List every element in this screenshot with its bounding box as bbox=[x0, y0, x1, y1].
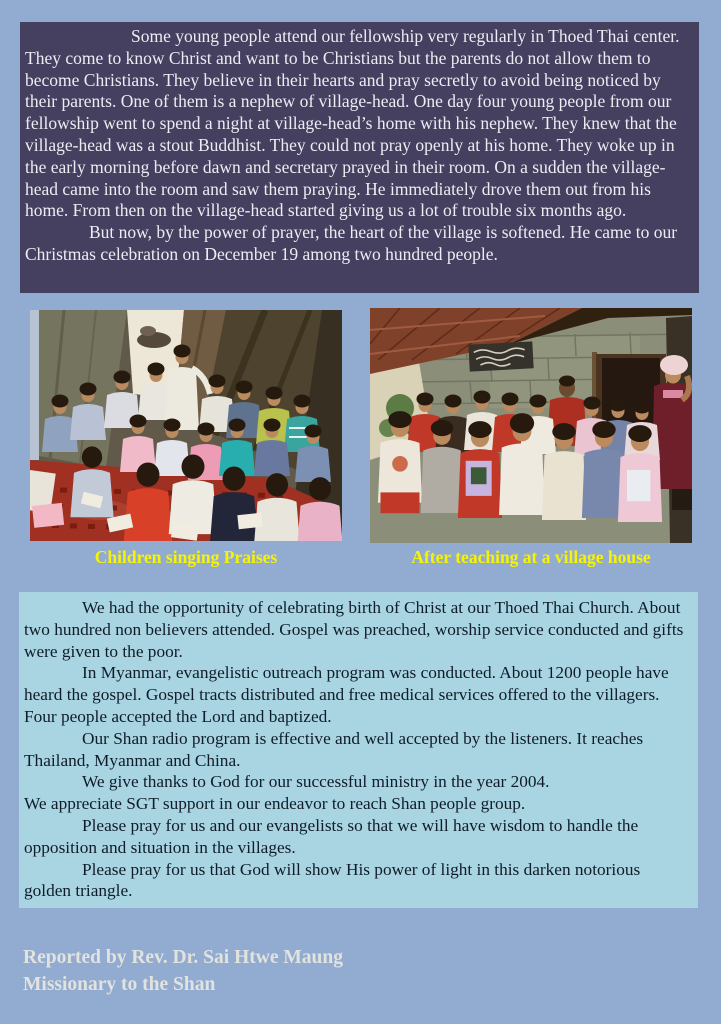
report-paragraph-7: Please pray for us that God will show His power of light in this darken notorious golden triangle. bbox=[24, 859, 641, 901]
photo-caption-right: After teaching at a village house bbox=[411, 547, 651, 567]
story-paragraph-2: But now, by the power of prayer, the heart of the village is softened. He came to our Christmas celebration on December 19 among two hundred people. bbox=[25, 222, 678, 264]
report-block bbox=[19, 592, 698, 908]
report-paragraph-2: In Myanmar, evangelistic outreach program was conducted. About 1200 people have heard the gospel. Gospel tracts distributed and free medical services offered to the villagers. Four people accepted the Lord and baptized. bbox=[24, 663, 669, 726]
report-paragraph-1: We had the opportunity of celebrating birth of Christ at our Thoed Thai Church. About two hundred non believers attended. Gospel was preached, worship service conducted and gifts were given to the poor. bbox=[24, 598, 684, 661]
report-paragraph-4: We give thanks to God for our successful ministry in the year 2004. bbox=[82, 772, 550, 792]
children-singing-illustration bbox=[30, 310, 342, 541]
village-house-group-illustration bbox=[370, 308, 692, 543]
report-paragraph-6: Please pray for us and our evangelists so that we will have wisdom to handle the opposition and situation in the villages. bbox=[24, 815, 639, 857]
report-paragraph-3: Our Shan radio program is effective and well accepted by the listeners. It reaches Thailand, Myanmar and China. bbox=[24, 728, 644, 770]
photo-children-singing bbox=[30, 310, 342, 541]
footer-line-2: Missionary to the Shan bbox=[23, 974, 216, 995]
photo-village-house-group bbox=[370, 308, 692, 543]
footer-line-1: Reported by Rev. Dr. Sai Htwe Maung bbox=[23, 947, 343, 968]
photo-caption-left: Children singing Praises bbox=[94, 547, 278, 567]
wall-sign bbox=[468, 341, 533, 371]
report-paragraph-5: We appreciate SGT support in our endeavor to reach Shan people group. bbox=[24, 794, 526, 814]
story-block bbox=[20, 22, 699, 293]
footer-byline bbox=[23, 944, 343, 998]
story-paragraph-1: Some young people attend our fellowship very regularly in Thoed Thai center. They come to know Christ and want to be Christians but the parents do not allow them to become Christians. They believe in their hearts and pray secretly to avoid being noticed by their parents. One of them is a nephew of village-head. One day four young people from our fellowship went to spend a night at village-head’s home with his nephew. They knew that the village-head was a stout Buddhist. They could not pray openly at his home. They woke up in the early morning before dawn and secretary prayed in their room. On a sudden the village-head came into the room and saw them praying. He immediately drove them out from his home. From then on the village-head started giving us a lot of trouble six months ago. bbox=[25, 26, 680, 221]
